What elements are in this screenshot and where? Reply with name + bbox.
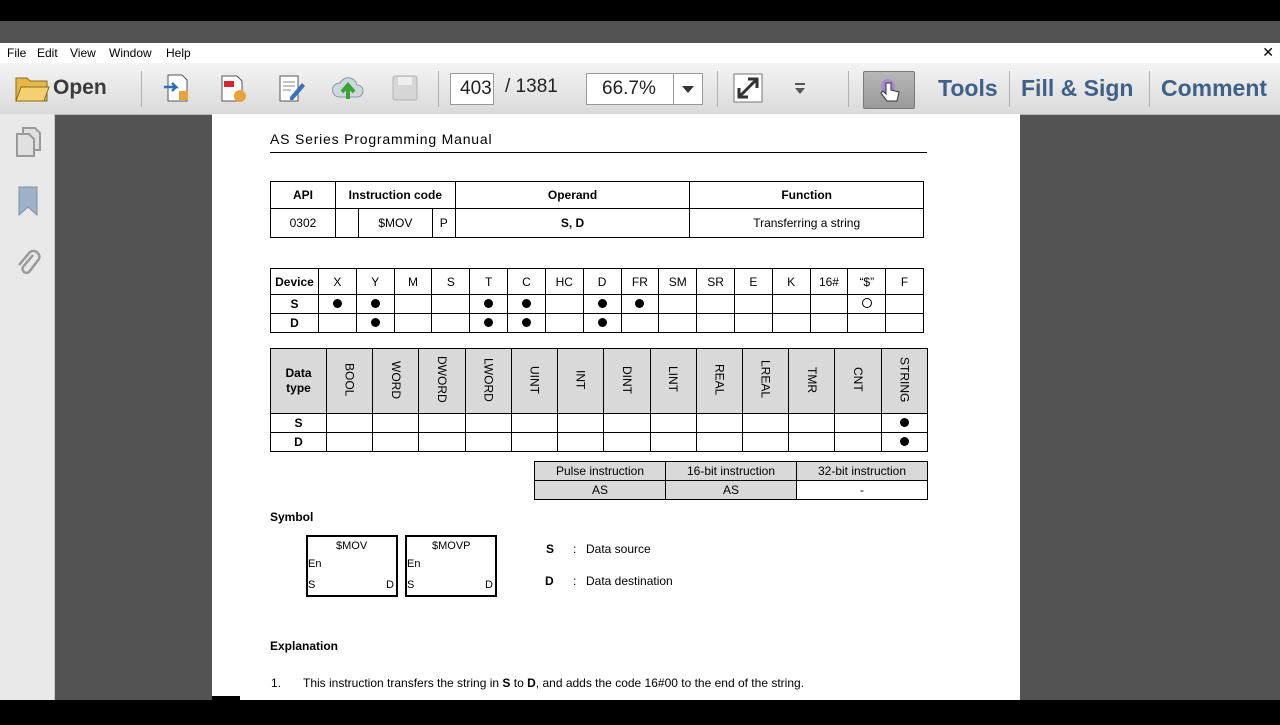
data-type-label: INT (573, 369, 588, 390)
text-run: to (510, 676, 528, 690)
data-type-label: TMR (804, 366, 819, 393)
data-type-cell (558, 433, 604, 452)
data-type-cell (696, 433, 742, 452)
function-block-movp (405, 535, 497, 597)
device-cell (508, 314, 546, 333)
device-col: T (470, 269, 508, 295)
data-type-cell (604, 433, 650, 452)
data-type-cell (558, 414, 604, 433)
toolbar-separator (717, 71, 718, 107)
data-type-row-label: S (271, 414, 327, 433)
device-cell (432, 314, 470, 333)
data-type-column (835, 349, 881, 414)
filled-dot (522, 318, 531, 327)
letterbox-bottom (0, 700, 1280, 720)
device-col: M (394, 269, 432, 295)
device-col: K (772, 269, 810, 295)
create-pdf-icon[interactable] (218, 73, 248, 103)
data-type-column (650, 349, 696, 414)
data-type-column (465, 349, 511, 414)
block-d-pin: D (485, 579, 493, 591)
data-type-label: DINT (619, 365, 634, 394)
block-name: $MOVP (432, 540, 471, 552)
chevron-down-icon[interactable] (681, 85, 695, 94)
data-type-corner-label: Data type (285, 366, 312, 395)
data-type-cell (650, 414, 696, 433)
data-type-column (327, 349, 373, 414)
device-cell (545, 314, 583, 333)
data-type-cell (835, 414, 881, 433)
function-value: Transferring a string (690, 209, 924, 238)
device-cell (583, 295, 621, 314)
device-col: HC (545, 269, 583, 295)
api-table (270, 181, 924, 238)
device-cell (848, 295, 886, 314)
device-cell (432, 295, 470, 314)
device-cell (886, 295, 924, 314)
device-rows (271, 295, 924, 333)
toolbar-separator (848, 71, 849, 107)
pulse-instruction-value: AS (535, 481, 666, 500)
device-table (270, 268, 924, 333)
instruction-code-header: Instruction code (335, 182, 455, 209)
operand-header: Operand (455, 182, 690, 209)
menu-file[interactable]: File (7, 46, 27, 60)
device-col: SR (697, 269, 735, 295)
data-type-column (373, 349, 419, 414)
toolbar-separator (141, 71, 142, 107)
comment-pane-button[interactable]: Comment (1161, 75, 1268, 101)
data-type-column (419, 349, 465, 414)
zoom-value: 66.7% (602, 78, 656, 99)
save-disk-icon[interactable] (390, 73, 420, 103)
block-s-pin: S (407, 579, 415, 591)
device-cell (508, 295, 546, 314)
device-cell (810, 295, 848, 314)
operand-separator: : (573, 542, 577, 556)
device-cell (470, 314, 508, 333)
operand-separator: : (573, 574, 577, 588)
device-col: C (508, 269, 546, 295)
api-header: API (271, 182, 336, 209)
data-type-cell (881, 433, 927, 452)
device-cell (848, 314, 886, 333)
navigation-pane (0, 114, 55, 700)
toolbar-separator (438, 71, 439, 107)
bit32-instruction-header: 32-bit instruction (797, 462, 928, 481)
block-name: $MOV (336, 540, 368, 552)
data-type-row (271, 433, 928, 452)
instruction-type-table (534, 461, 928, 500)
device-cell (810, 314, 848, 333)
data-type-label: LINT (666, 366, 681, 393)
data-type-cell (511, 414, 557, 433)
bit16-instruction-header: 16-bit instruction (666, 462, 797, 481)
attachments-paperclip-icon[interactable] (15, 247, 41, 279)
filled-dot (598, 318, 607, 327)
zoom-divider (673, 74, 674, 104)
data-type-row-label: D (271, 433, 327, 452)
device-col: SM (659, 269, 697, 295)
menu-edit[interactable]: Edit (37, 46, 58, 60)
data-type-cell (419, 433, 465, 452)
device-cell (583, 314, 621, 333)
data-type-column (742, 349, 788, 414)
data-type-cell (742, 433, 788, 452)
data-type-header-row (271, 349, 928, 414)
device-cell (697, 295, 735, 314)
device-cell (319, 314, 357, 333)
filled-dot (484, 318, 493, 327)
data-type-cell (465, 433, 511, 452)
data-type-label: LREAL (758, 360, 773, 399)
data-type-label: CNT (851, 367, 866, 392)
data-type-cell (327, 414, 373, 433)
symbol-heading: Symbol (270, 510, 314, 524)
list-number: 1. (271, 676, 282, 690)
device-cell (545, 295, 583, 314)
pulse-flag: P (432, 209, 455, 238)
menu-view[interactable]: View (70, 46, 96, 60)
data-type-column (881, 349, 927, 414)
convert-to-pdf-icon[interactable] (162, 73, 192, 103)
device-cell (319, 295, 357, 314)
data-type-cell (835, 433, 881, 452)
data-type-rows (271, 414, 928, 452)
data-type-row (271, 414, 928, 433)
text-run: This instruction transfers the string in (303, 676, 503, 690)
device-cell (734, 295, 772, 314)
text-run: , and adds the code 16#00 to the end of the string. (535, 676, 804, 690)
device-cell (356, 295, 394, 314)
pdf-page (212, 114, 1020, 714)
device-cell (470, 295, 508, 314)
pulse-instruction-header: Pulse instruction (535, 462, 666, 481)
reader-window (0, 21, 1280, 700)
block-d-pin: D (386, 579, 394, 591)
touch-mode-button[interactable] (863, 71, 915, 109)
device-row-label: D (271, 314, 319, 333)
device-col: X (319, 269, 357, 295)
filled-dot (371, 299, 380, 308)
device-row-label: S (271, 295, 319, 314)
api-empty-cell (335, 209, 358, 238)
filled-dot (598, 299, 607, 308)
filled-dot (900, 437, 909, 446)
bookmarks-icon[interactable] (15, 185, 41, 217)
block-en-pin: En (308, 558, 322, 570)
menu-help[interactable]: Help (166, 46, 191, 60)
filled-dot (371, 318, 380, 327)
data-type-cell (742, 414, 788, 433)
page-number-input[interactable]: 403 (450, 73, 494, 105)
data-type-column (789, 349, 835, 414)
operand-name: S (546, 542, 555, 556)
data-type-column (696, 349, 742, 414)
explanation-heading: Explanation (270, 639, 339, 653)
block-en-pin: En (407, 558, 421, 570)
data-type-label: WORD (388, 360, 403, 399)
data-type-corner (271, 349, 327, 414)
operand-description: Data destination (586, 574, 673, 588)
data-type-label: STRING (897, 356, 912, 403)
data-type-label: DWORD (435, 356, 450, 403)
data-type-cell (696, 414, 742, 433)
open-button[interactable]: Open (53, 76, 107, 99)
bit16-instruction-value: AS (666, 481, 797, 500)
function-header: Function (690, 182, 924, 209)
data-type-table (270, 348, 928, 452)
data-type-cell (881, 414, 927, 433)
bit32-instruction-value: - (797, 481, 928, 500)
data-type-cell (511, 433, 557, 452)
device-cell (621, 314, 659, 333)
cloud-upload-icon[interactable] (331, 73, 365, 103)
operand-value: S, D (455, 209, 690, 238)
document-running-header: AS Series Programming Manual (270, 131, 493, 147)
data-type-label: REAL (712, 363, 727, 396)
device-cell (394, 295, 432, 314)
filled-dot (522, 299, 531, 308)
hollow-circle (862, 298, 872, 308)
toolbar (0, 63, 1280, 115)
device-cell (886, 314, 924, 333)
toolbar-separator (1009, 71, 1010, 107)
function-block-mov (306, 535, 398, 597)
text-run-bold: S (502, 676, 511, 690)
device-col: D (583, 269, 621, 295)
close-document-icon[interactable]: ✕ (1262, 44, 1274, 60)
device-col: Y (356, 269, 394, 295)
data-type-column (511, 349, 557, 414)
device-row (271, 295, 924, 314)
hand-pointer-icon (876, 77, 902, 103)
device-col: “$” (848, 269, 886, 295)
filled-dot (333, 299, 342, 308)
menu-window[interactable]: Window (109, 46, 152, 60)
edit-pdf-icon[interactable] (276, 73, 306, 103)
device-cell (394, 314, 432, 333)
data-type-cell (789, 414, 835, 433)
filled-dot (635, 299, 644, 308)
data-type-cell (419, 414, 465, 433)
zoom-select[interactable] (586, 73, 703, 105)
device-row (271, 314, 924, 333)
page-thumbnails-icon[interactable] (15, 126, 41, 158)
data-type-cell (373, 414, 419, 433)
device-cell (356, 314, 394, 333)
device-cell (772, 314, 810, 333)
operand-description: Data source (586, 542, 651, 556)
data-type-column (604, 349, 650, 414)
menu-bar (0, 43, 1280, 63)
tools-pane-button[interactable]: Tools (938, 75, 998, 101)
device-cell (659, 295, 697, 314)
page-count: / 1381 (505, 76, 558, 97)
operand-name: D (545, 574, 554, 588)
explanation-item (303, 676, 804, 690)
data-type-cell (373, 433, 419, 452)
filled-dot (484, 299, 493, 308)
data-type-cell (465, 414, 511, 433)
data-type-label: LWORD (481, 357, 496, 402)
device-corner: Device (271, 269, 319, 295)
device-col: F (886, 269, 924, 295)
data-type-column (558, 349, 604, 414)
customize-toolbar-icon[interactable] (793, 83, 807, 95)
fit-page-expand-icon[interactable] (733, 73, 763, 103)
folder-open-icon[interactable] (15, 74, 49, 102)
device-cell (772, 295, 810, 314)
data-type-label: BOOL (342, 362, 357, 397)
device-col: 16# (810, 269, 848, 295)
device-col: FR (621, 269, 659, 295)
device-cell (621, 295, 659, 314)
fill-sign-pane-button[interactable]: Fill & Sign (1021, 75, 1134, 101)
data-type-cell (327, 433, 373, 452)
text-run-bold: D (527, 676, 536, 690)
block-s-pin: S (308, 579, 316, 591)
filled-dot (900, 418, 909, 427)
device-cell (697, 314, 735, 333)
header-rule (270, 152, 927, 153)
data-type-cell (650, 433, 696, 452)
device-col: S (432, 269, 470, 295)
device-cell (659, 314, 697, 333)
toolbar-separator (1149, 71, 1150, 107)
device-cell (734, 314, 772, 333)
api-number: 0302 (271, 209, 336, 238)
data-type-cell (789, 433, 835, 452)
data-type-label: UINT (527, 365, 542, 394)
data-type-cell (604, 414, 650, 433)
device-col: E (734, 269, 772, 295)
instruction-code: $MOV (358, 209, 432, 238)
